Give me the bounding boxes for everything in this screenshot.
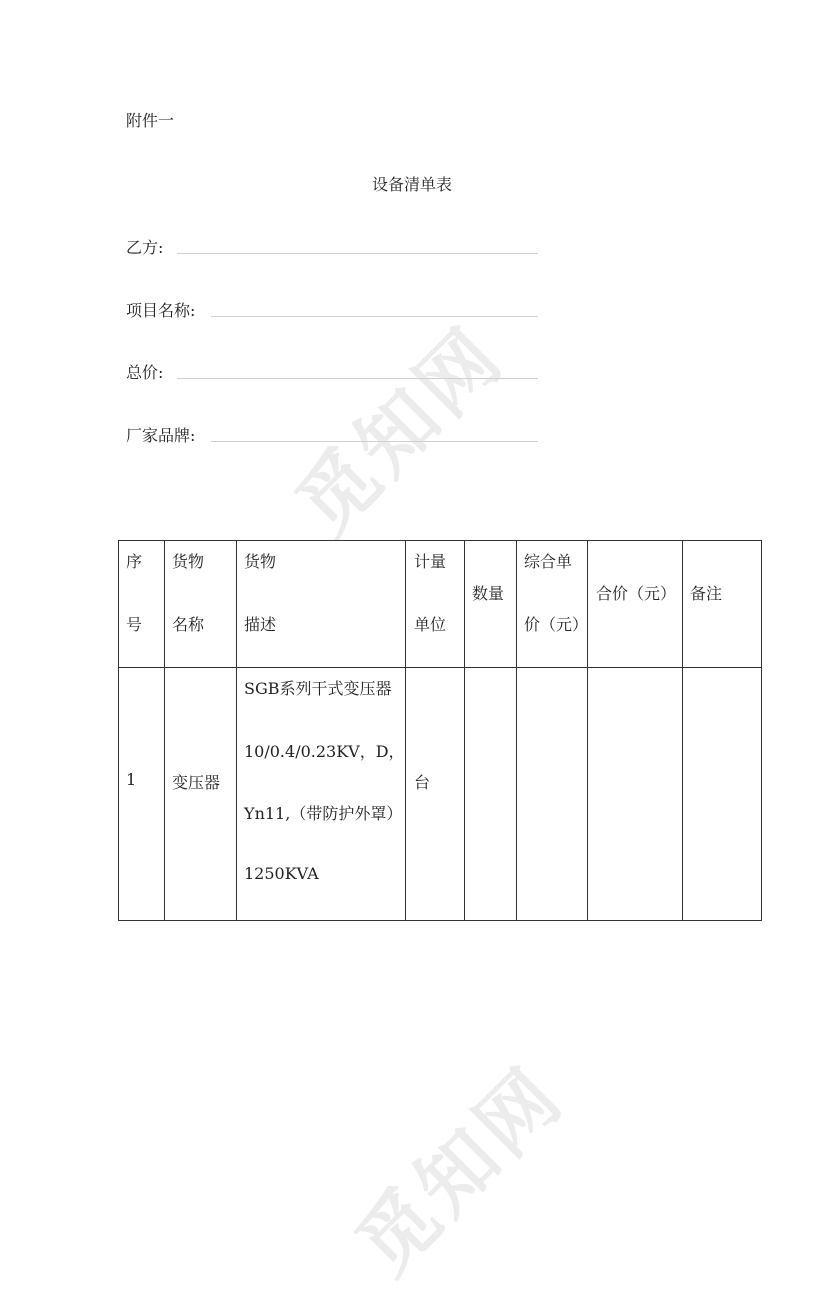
header-remark-label: 备注 xyxy=(690,584,723,603)
attachment-label: 附件一 xyxy=(126,111,175,130)
project-name-field-line[interactable] xyxy=(211,316,538,317)
row-subtotal[interactable] xyxy=(588,668,683,921)
row-desc-line2: 10/0.4/0.23KV，D， xyxy=(244,742,405,761)
header-seq xyxy=(119,541,165,668)
row-qty[interactable] xyxy=(465,668,517,921)
header-name xyxy=(165,541,237,668)
header-subtotal-label: 合价（元） xyxy=(596,584,677,603)
header-qty-label: 数量 xyxy=(472,584,505,603)
row-name xyxy=(165,668,237,921)
party-b-label: 乙方: xyxy=(126,238,164,257)
header-qty xyxy=(465,541,517,668)
watermark: 觅知网 xyxy=(280,310,522,552)
row-seq xyxy=(119,668,165,921)
page-title: 设备清单表 xyxy=(372,175,453,194)
row-remark[interactable] xyxy=(683,668,762,921)
party-b-field-line[interactable] xyxy=(177,253,538,254)
header-name-line1: 货物 xyxy=(172,552,205,571)
row-name-value: 变压器 xyxy=(172,773,221,792)
row-desc-line1: SGB系列干式变压器 xyxy=(244,679,392,698)
header-unit-price-line1: 综合单 xyxy=(524,552,573,571)
total-price-field-line[interactable] xyxy=(177,378,538,379)
brand-label: 厂家品牌: xyxy=(126,426,196,445)
row-desc-line4: 1250KVA xyxy=(244,864,319,883)
header-remark xyxy=(683,541,762,668)
header-subtotal xyxy=(588,541,683,668)
row-desc xyxy=(237,668,406,921)
header-desc-line1: 货物 xyxy=(244,552,277,571)
header-unit-price-line2: 价（元） xyxy=(524,615,589,634)
row-desc-line3: Yn11,（带防护外罩） xyxy=(244,804,403,823)
header-name-line2: 名称 xyxy=(172,615,205,634)
header-seq-line2: 号 xyxy=(126,615,143,634)
table-header-row xyxy=(119,541,762,668)
project-name-label: 项目名称: xyxy=(126,301,196,320)
row-seq-value: 1 xyxy=(126,770,137,789)
row-unit-value: 台 xyxy=(414,773,431,792)
header-unit-line2: 单位 xyxy=(414,615,447,634)
row-unit-price[interactable] xyxy=(517,668,588,921)
header-unit-price xyxy=(517,541,588,668)
brand-field-line[interactable] xyxy=(211,441,538,442)
row-unit xyxy=(406,668,465,921)
header-seq-line1: 序 xyxy=(126,552,143,571)
header-desc-line2: 描述 xyxy=(244,615,277,634)
watermark-bottom: 觅知网 xyxy=(340,1050,582,1292)
header-desc xyxy=(237,541,406,668)
table-row xyxy=(119,668,762,921)
header-unit xyxy=(406,541,465,668)
equipment-table xyxy=(118,540,762,921)
header-unit-line1: 计量 xyxy=(414,552,447,571)
total-price-label: 总价: xyxy=(126,363,164,382)
